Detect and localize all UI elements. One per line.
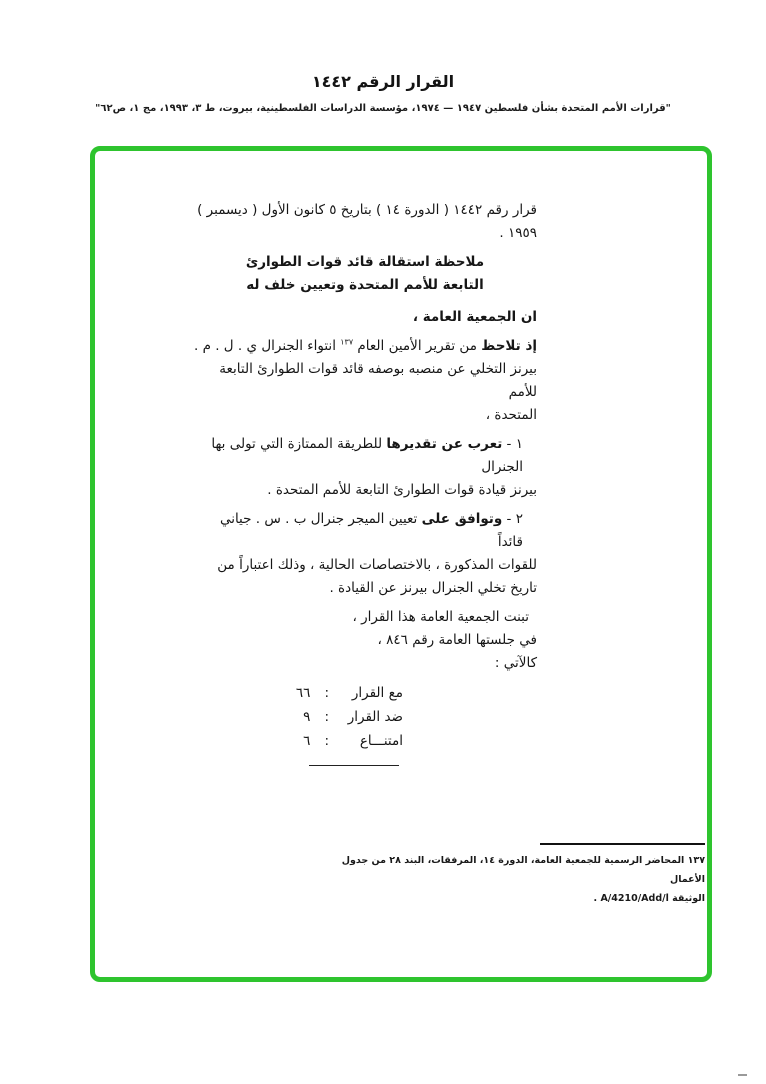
adoption-line3: كالآتي : <box>494 655 537 671</box>
document-frame <box>90 146 712 982</box>
clause1-line2: بيرنز قيادة قوات الطوارئ التابعة للأمم المتحدة . <box>267 482 537 498</box>
footnote-marker: ١٣٧ <box>687 855 705 866</box>
adoption-line2: في جلستها العامة رقم ٨٤٦ ، <box>377 632 537 648</box>
vote-row-abstain <box>263 729 403 753</box>
vote-label: ضد القرار <box>347 709 403 725</box>
clause2-line3: تاريخ تخلي الجنرال بيرنز عن القيادة . <box>329 580 537 596</box>
footnote-line1 <box>339 851 705 889</box>
vote-colon: : <box>324 709 329 725</box>
resolution-heading-line1: قرار رقم ١٤٤٢ ( الدورة ١٤ ) بتاريخ ٥ كانون الأول ( ديسمبر ) <box>197 202 537 218</box>
clause2-line2: للقوات المذكورة ، بالاختصاصات الحالية ، وذلك اعتباراً من <box>217 557 537 573</box>
footnote-reference: ١٣٧ <box>340 337 354 347</box>
clause2-line1 <box>193 508 537 554</box>
clause2-number: ٢ - <box>502 511 523 527</box>
footnote <box>339 851 705 908</box>
clause1-number: ١ - <box>502 436 523 452</box>
vote-label: امتنـــاع <box>359 733 403 749</box>
resolution-heading-line2: ١٩٥٩ . <box>499 225 537 241</box>
vote-value: ٩ <box>303 709 311 725</box>
clause1-line1 <box>193 433 537 479</box>
vote-row-for <box>263 681 403 705</box>
vote-row-against <box>263 705 403 729</box>
vote-value: ٦ <box>303 733 311 749</box>
adoption-line1: تبنت الجمعية العامة هذا القرار ، <box>352 609 529 625</box>
subject-line2: التابعة للأمم المتحدة وتعيين خلف له <box>246 277 484 293</box>
document-body <box>193 199 537 766</box>
vote-tally <box>263 681 403 753</box>
vote-divider-line <box>309 765 399 766</box>
preamble-opening: ان الجمعية العامة ، <box>412 309 537 325</box>
clause2-text-run: تعيين الميجر جنرال ب . س . جياني قائداً <box>219 511 523 550</box>
clause1-text-run: للطريقة الممتازة التي تولى بها الجنرال <box>211 436 523 475</box>
clause1-bold-run: تعرب عن تقديرها <box>386 436 503 452</box>
footnote-text: المحاضر الرسمية للجمعية العامة، الدورة ١٤، المرفقات، البند ٢٨ من جدول الأعمال <box>341 855 705 885</box>
source-citation: "قرارات الأمم المتحدة بشأن فلسطين ١٩٤٧ — ١٩٧٤، مؤسسة الدراسات الفلسطينية، بيروت، ط ٣، ١٩٩٣، مج ١، ص٦٢" <box>95 103 671 114</box>
vote-colon: : <box>324 733 329 749</box>
vote-colon: : <box>324 685 329 701</box>
preamble-bold-run: إذ تلاحظ <box>481 338 537 354</box>
subject-line1: ملاحظة استقالة قائد قوات الطوارئ <box>245 254 485 270</box>
footnote-line2: الوثيقة A/4210/Add/l . <box>593 893 705 904</box>
footnote-separator <box>540 843 705 845</box>
page-title: القرار الرقم ١٤٤٢ <box>311 72 455 91</box>
preamble-line1 <box>193 335 537 358</box>
preamble-line3: المتحدة ، <box>485 407 537 423</box>
preamble-text-run2: انتواء الجنرال ي . ل . م . <box>193 338 341 354</box>
clause2-bold-run: وتوافق على <box>421 511 503 527</box>
preamble-line2: بيرنز التخلي عن منصبه بوصفه قائد قوات الطوارئ التابعة للأمم <box>219 361 537 400</box>
vote-label: مع القرار <box>351 685 403 701</box>
vote-value: ٦٦ <box>295 685 311 701</box>
scan-artifact <box>738 1074 747 1076</box>
preamble-text-run: من تقرير الأمين العام <box>353 338 482 354</box>
